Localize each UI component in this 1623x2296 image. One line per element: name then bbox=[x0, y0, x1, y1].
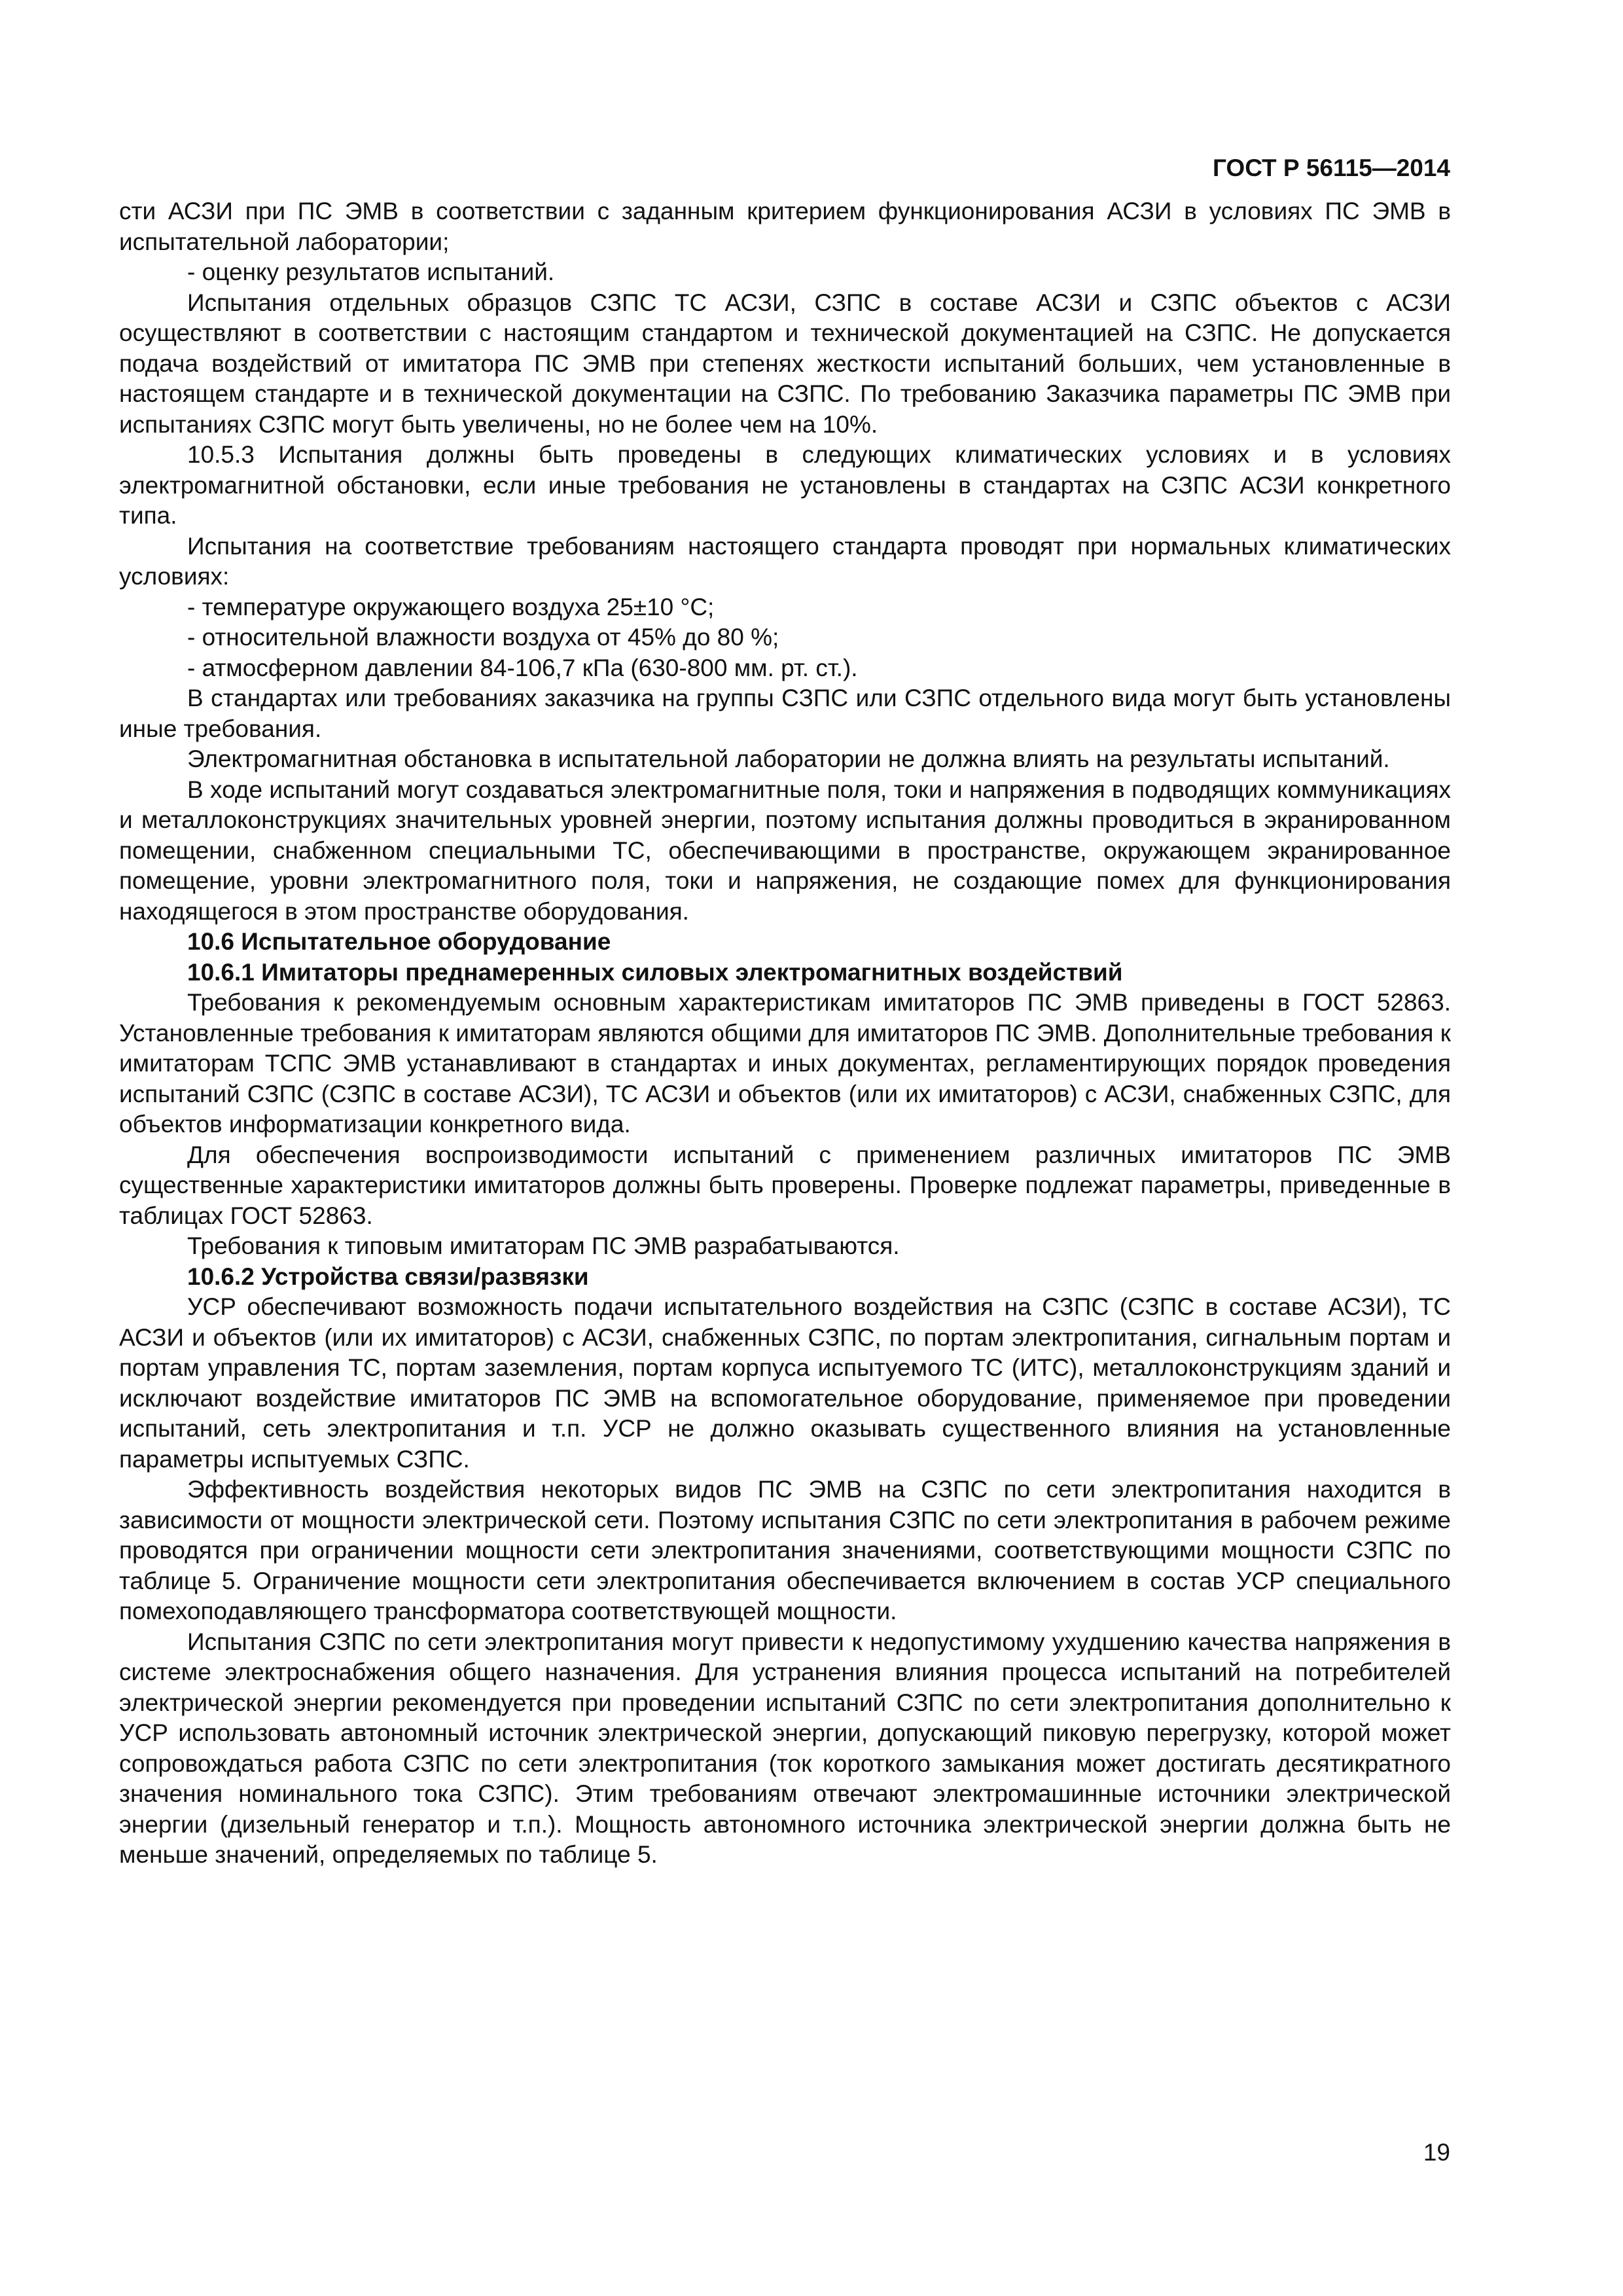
paragraph: В ходе испытаний могут создаваться электромагнитные поля, токи и напряжения в подводящих коммуникациях и металлоконструкциях значительных уровней энергии, поэтому испытания должны проводиться в экранированном помещении, снабженном специальными ТС, обеспечивающими в пространстве, окружающем экранированное помещение, уровни электромагнитного поля, токи и напряжения, не создающие помех для функционирования находящегося в этом пространстве оборудования. bbox=[119, 776, 1451, 925]
paragraph: В стандартах или требованиях заказчика на группы СЗПС или СЗПС отдельного вида могут быть установлены иные требования. bbox=[119, 685, 1451, 742]
paragraph: Испытания отдельных образцов СЗПС ТС АСЗИ, СЗПС в составе АСЗИ и СЗПС объектов с АСЗИ осуществляют в соответствии с настоящим стандартом и технической документацией на СЗПС. Не допускается подача воздействий от имитатора ПС ЭМВ при степенях жесткости испытаний больших, чем установленные в настоящем стандарте и в технической документации на СЗПС. По требованию Заказчика параметры ПС ЭМВ при испытаниях СЗПС могут быть увеличены, но не более чем на 10%. bbox=[119, 289, 1451, 438]
subsection-heading: 10.6.1 Имитаторы преднамеренных силовых электромагнитных воздействий bbox=[187, 958, 1123, 986]
paragraph: сти АСЗИ при ПС ЭМВ в соответствии с заданным критерием функционирования АСЗИ в условиях ПС ЭМВ в испытательной лаборатории; bbox=[119, 198, 1451, 255]
list-item: - температуре окружающего воздуха 25±10 °С; bbox=[187, 593, 715, 620]
section-heading: 10.6 Испытательное оборудование bbox=[187, 928, 611, 955]
subsection-heading: 10.6.2 Устройства связи/развязки bbox=[187, 1263, 589, 1290]
page-number: 19 bbox=[1423, 2139, 1450, 2166]
list-item: - оценку результатов испытаний. bbox=[187, 259, 555, 285]
paragraph: Испытания СЗПС по сети электропитания могут привести к недопустимому ухудшению качества напряжения в системе электроснабжения общего назначения. Для устранения влияния процесса испытаний на потребителей электрической энергии рекомендуется при проведении испытаний СЗПС по сети электропитания дополнительно к УСР использовать автономный источник электрической энергии, допускающий пиковую перегрузку, которой может сопровождаться работа СЗПС по сети электропитания (ток короткого замыкания может достигать десятикратного значения номинального тока СЗПС). Этим требованиям отвечают электромашинные источники электрической энергии (дизельный генератор и т.п.). Мощность автономного источника электрической энергии должна быть не меньше значений, определяемых по таблице 5. bbox=[119, 1628, 1451, 1868]
paragraph: Требования к типовым имитаторам ПС ЭМВ разрабатываются. bbox=[187, 1232, 900, 1259]
list-item: - относительной влажности воздуха от 45% до 80 %; bbox=[187, 624, 779, 651]
list-item: - атмосферном давлении 84-106,7 кПа (630-800 мм. рт. ст.). bbox=[187, 654, 858, 681]
paragraph: Требования к рекомендуемым основным характеристикам имитаторов ПС ЭМВ приведены в ГОСТ 52863. Установленные требования к имитаторам являются общими для имитаторов ПС ЭМВ. Дополнительные требования к имитаторам ТСПС ЭМВ устанавливают в стандартах и иных документах, регламентирующих порядок проведения испытаний СЗПС (СЗПС в составе АСЗИ), ТС АСЗИ и объектов (или их имитаторов) с АСЗИ, снабженных СЗПС, для объектов информатизации конкретного вида. bbox=[119, 989, 1451, 1138]
body-text bbox=[119, 196, 1451, 1871]
paragraph: Испытания на соответствие требованиям настоящего стандарта проводят при нормальных климатических условиях: bbox=[119, 532, 1451, 590]
paragraph: Для обеспечения воспроизводимости испытаний с применением различных имитаторов ПС ЭМВ существенные характеристики имитаторов должны быть проверены. Проверке подлежат параметры, приведенные в таблицах ГОСТ 52863. bbox=[119, 1141, 1451, 1229]
clause-10-5-3: 10.5.3 Испытания должны быть проведены в следующих климатических условиях и в условиях электромагнитной обстановки, если иные требования не установлены в стандартах на СЗПС АСЗИ конкретного типа. bbox=[119, 441, 1451, 529]
document-id-header: ГОСТ Р 56115—2014 bbox=[1212, 154, 1450, 181]
paragraph: Эффективность воздействия некоторых видов ПС ЭМВ на СЗПС по сети электропитания находится в зависимости от мощности электрической сети. Поэтому испытания СЗПС по сети электропитания в рабочем режиме проводятся при ограничении мощности сети электропитания значениями, соответствующими мощности СЗПС по таблице 5. Ограничение мощности сети электропитания обеспечивается включением в состав УСР специального помехоподавляющего трансформатора соответствующей мощности. bbox=[119, 1476, 1451, 1624]
paragraph: Электромагнитная обстановка в испытательной лаборатории не должна влиять на результаты испытаний. bbox=[187, 745, 1390, 772]
paragraph: УСР обеспечивают возможность подачи испытательного воздействия на СЗПС (СЗПС в составе АСЗИ), ТС АСЗИ и объектов (или их имитаторов) с АСЗИ, снабженных СЗПС, по портам электропитания, сигнальным портам и портам управления ТС, портам заземления, портам корпуса испытуемого ТС (ИТС), металлоконструкциям зданий и исключают воздействие имитаторов ПС ЭМВ на вспомогательное оборудование, применяемое при проведении испытаний, сеть электропитания и т.п. УСР не должно оказывать существенного влияния на установленные параметры испытуемых СЗПС. bbox=[119, 1293, 1451, 1473]
